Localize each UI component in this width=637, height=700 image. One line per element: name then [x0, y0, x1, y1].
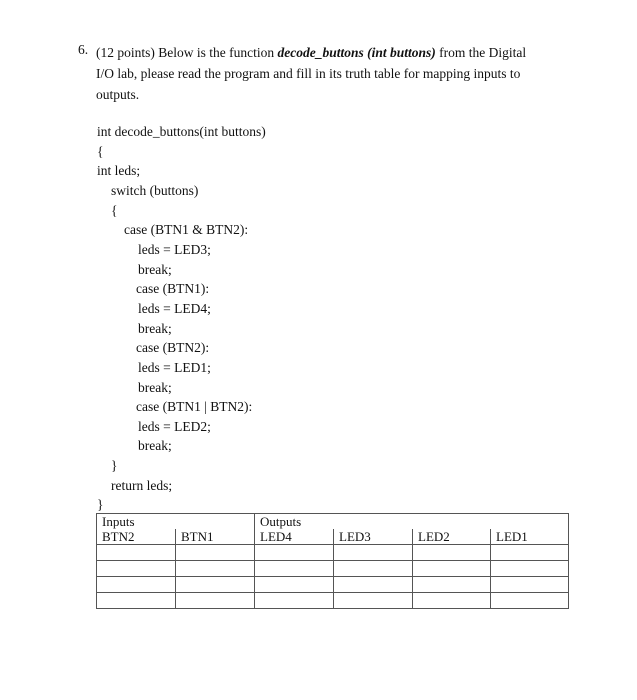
header-btn2: BTN2 [97, 529, 176, 545]
table-cell[interactable] [255, 545, 334, 561]
header-led1: LED1 [491, 529, 569, 545]
table-group-cell [334, 514, 413, 530]
table-row [97, 577, 569, 593]
outputs-group-label: Outputs [255, 514, 334, 530]
table-cell[interactable] [255, 577, 334, 593]
code-line: break; [138, 380, 172, 395]
code-line: break; [138, 438, 172, 453]
question-number: 6. [78, 42, 89, 57]
table-cell[interactable] [413, 593, 491, 609]
table-cell[interactable] [255, 593, 334, 609]
table-group-cell [491, 514, 569, 530]
table-header-row [97, 529, 569, 545]
table-cell[interactable] [97, 545, 176, 561]
table-row [97, 545, 569, 561]
code-line: break; [138, 262, 172, 277]
code-line: return leds; [111, 478, 173, 493]
table-cell[interactable] [255, 561, 334, 577]
code-line: leds = LED4; [138, 301, 211, 316]
code-line: } [111, 458, 118, 473]
table-row [97, 561, 569, 577]
table-cell[interactable] [176, 545, 255, 561]
truth-table [96, 513, 569, 609]
table-group-cell [413, 514, 491, 530]
table-cell[interactable] [97, 593, 176, 609]
header-led2: LED2 [413, 529, 491, 545]
table-cell[interactable] [97, 561, 176, 577]
table-cell[interactable] [491, 593, 569, 609]
table-cell[interactable] [334, 545, 413, 561]
question-line3: outputs. [96, 87, 140, 102]
table-cell[interactable] [334, 561, 413, 577]
code-line: { [97, 144, 104, 159]
code-line: case (BTN2): [136, 340, 210, 355]
code-line: leds = LED2; [138, 419, 211, 434]
table-row [97, 593, 569, 609]
table-cell[interactable] [176, 577, 255, 593]
table-cell[interactable] [97, 577, 176, 593]
question-line2: I/O lab, please read the program and fill in its truth table for mapping inputs to [96, 66, 521, 81]
question-line1-tail: from the Digital [439, 45, 527, 60]
table-group-row [97, 514, 569, 530]
code-line: leds = LED1; [138, 360, 211, 375]
table-group-cell [176, 514, 255, 530]
code-line: switch (buttons) [111, 183, 199, 198]
code-line: leds = LED3; [138, 242, 211, 257]
table-cell[interactable] [491, 545, 569, 561]
table-cell[interactable] [334, 593, 413, 609]
code-line: int leds; [97, 163, 141, 178]
table-cell[interactable] [334, 577, 413, 593]
table-cell[interactable] [491, 561, 569, 577]
inputs-group-label: Inputs [97, 514, 176, 530]
header-btn1: BTN1 [176, 529, 255, 545]
table-cell[interactable] [413, 561, 491, 577]
question-points-text: (12 points) Below is the function [96, 45, 275, 60]
header-led3: LED3 [334, 529, 413, 545]
code-line: } [97, 497, 104, 512]
table-cell[interactable] [413, 577, 491, 593]
function-reference: decode_buttons (int buttons) [277, 45, 436, 60]
code-line: break; [138, 321, 172, 336]
table-cell[interactable] [176, 561, 255, 577]
code-line: case (BTN1 & BTN2): [124, 222, 249, 237]
code-line: case (BTN1): [136, 281, 210, 296]
table-cell[interactable] [176, 593, 255, 609]
header-led4: LED4 [255, 529, 334, 545]
question-prompt [96, 42, 558, 105]
code-line: int decode_buttons(int buttons) [97, 124, 266, 139]
code-line: { [111, 203, 118, 218]
table-cell[interactable] [413, 545, 491, 561]
table-cell[interactable] [491, 577, 569, 593]
code-line: case (BTN1 | BTN2): [136, 399, 253, 414]
